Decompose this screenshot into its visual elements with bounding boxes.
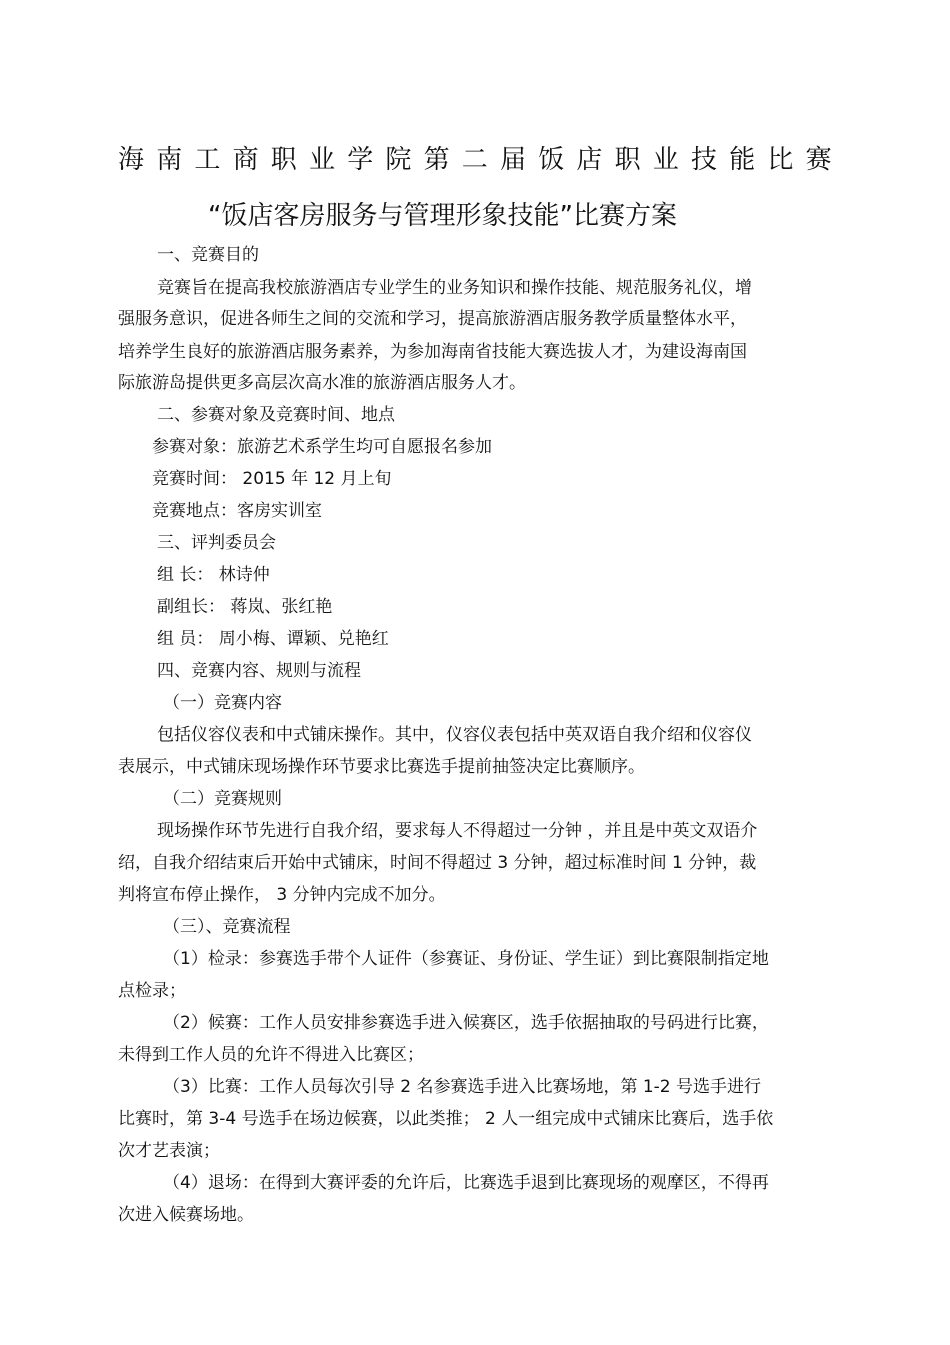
section-heading-4: 四、竞赛内容、规则与流程 xyxy=(157,661,361,681)
document-title-line-1: 海南工商职业学院第二届饭店职业技能比赛 xyxy=(118,145,844,175)
paragraph-line: 强服务意识，促进各师生之间的交流和学习，提高旅游酒店服务教学质量整体水平， xyxy=(118,309,747,329)
paragraph-line: （3）比赛：工作人员每次引导 2 名参赛选手进入比赛场地，第 1-2 号选手进行 xyxy=(163,1077,762,1097)
committee-line: 副组长： 蒋岚、张红艳 xyxy=(157,597,333,617)
paragraph-line: 次进入候赛场地。 xyxy=(118,1205,254,1225)
paragraph-line: 表展示，中式铺床现场操作环节要求比赛选手提前抽签决定比赛顺序。 xyxy=(118,757,645,777)
paragraph-line: （2）候赛：工作人员安排参赛选手进入候赛区，选手依据抽取的号码进行比赛， xyxy=(163,1013,769,1033)
paragraph-line: （4）退场：在得到大赛评委的允许后，比赛选手退到比赛现场的观摩区，不得再 xyxy=(163,1173,769,1193)
paragraph-line: 点检录； xyxy=(118,981,186,1001)
subsection-heading: （一）竞赛内容 xyxy=(163,693,282,713)
committee-line: 组 长： 林诗仲 xyxy=(157,565,270,585)
paragraph-line: 未得到工作人员的允许不得进入比赛区； xyxy=(118,1045,424,1065)
committee-line: 组 员： 周小梅、谭颖、兑艳红 xyxy=(157,629,389,649)
paragraph-line: 现场操作环节先进行自我介绍，要求每人不得超过一分钟 ，并且是中英文双语介 xyxy=(157,821,758,841)
paragraph-line: 际旅游岛提供更多高层次高水准的旅游酒店服务人才。 xyxy=(118,373,526,393)
paragraph-line: 判将宣布停止操作， 3 分钟内完成不加分。 xyxy=(118,885,446,905)
info-line: 竞赛时间： 2015 年 12 月上旬 xyxy=(152,469,392,489)
subsection-heading: （二）竞赛规则 xyxy=(163,789,282,809)
section-heading-3: 三、评判委员会 xyxy=(157,533,276,553)
paragraph-line: 竞赛旨在提高我校旅游酒店专业学生的业务知识和操作技能、规范服务礼仪，增 xyxy=(157,278,752,298)
paragraph-line: 绍，自我介绍结束后开始中式铺床，时间不得超过 3 分钟，超过标准时间 1 分钟，裁 xyxy=(118,853,757,873)
document-title-line-2: “饭店客房服务与管理形象技能”比赛方案 xyxy=(208,201,677,231)
paragraph-line: 包括仪容仪表和中式铺床操作。其中，仪容仪表包括中英双语自我介绍和仪容仪 xyxy=(157,725,752,745)
paragraph-line: （1）检录：参赛选手带个人证件（参赛证、身份证、学生证）到比赛限制指定地 xyxy=(163,949,769,969)
section-heading-1: 一、竞赛目的 xyxy=(157,245,259,265)
paragraph-line: 培养学生良好的旅游酒店服务素养，为参加海南省技能大赛选拔人才，为建设海南国 xyxy=(118,342,747,362)
info-line: 竞赛地点：客房实训室 xyxy=(152,501,322,521)
subsection-heading: （三）、竞赛流程 xyxy=(163,917,291,937)
info-line: 参赛对象：旅游艺术系学生均可自愿报名参加 xyxy=(152,437,492,457)
paragraph-line: 比赛时，第 3-4 号选手在场边候赛，以此类推； 2 人一组完成中式铺床比赛后，选手依 xyxy=(118,1109,774,1129)
paragraph-line: 次才艺表演； xyxy=(118,1141,220,1161)
section-heading-2: 二、参赛对象及竞赛时间、地点 xyxy=(157,405,395,425)
